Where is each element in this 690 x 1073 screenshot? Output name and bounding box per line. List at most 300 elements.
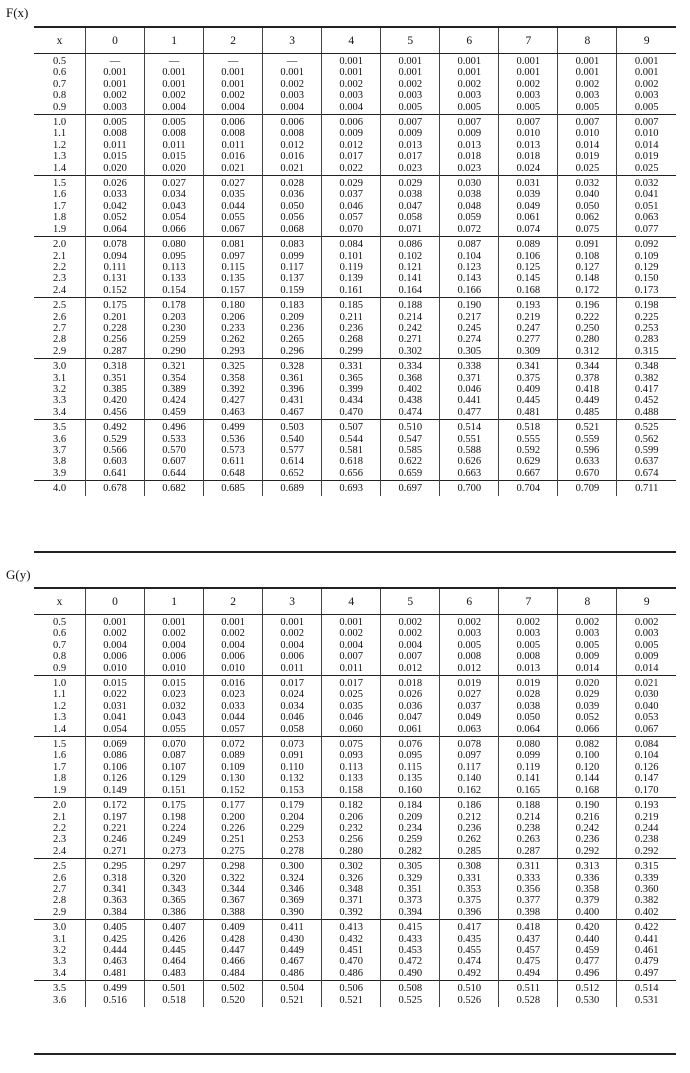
x-value: 2.1: [52, 811, 67, 823]
table-value: 0.292: [575, 845, 600, 857]
table-value: 0.019: [634, 151, 659, 163]
table-value: 0.226: [221, 822, 245, 834]
x-value: 0.9: [52, 662, 67, 674]
table-value: 0.047: [398, 200, 423, 212]
values-cell: [440, 737, 499, 798]
table-value: 0.053: [634, 712, 659, 724]
table-value: 0.025: [575, 162, 600, 174]
table-value: 0.039: [516, 189, 541, 201]
table-value: 0.005: [103, 117, 127, 129]
table-value: 0.425: [103, 933, 127, 945]
values-cell: [204, 981, 263, 1007]
table-value: 0.520: [221, 994, 245, 1006]
values-cell: [204, 237, 263, 298]
table-value: 0.445: [162, 944, 186, 956]
table-value: 0.131: [103, 273, 127, 285]
values-cell: [322, 676, 381, 737]
table-value: 0.061: [398, 723, 423, 735]
table-value: 0.268: [339, 334, 364, 346]
values-cell: [86, 481, 145, 496]
table-value: 0.040: [634, 700, 659, 712]
table-value: 0.256: [103, 334, 127, 346]
table-value: 0.165: [516, 784, 541, 796]
values-cell: [86, 176, 145, 237]
table-value: 0.023: [221, 689, 245, 701]
table-value: 0.566: [103, 445, 127, 456]
table-value: 0.611: [221, 456, 245, 468]
table-value: 0.402: [634, 906, 659, 918]
table-value: 0.236: [457, 822, 482, 834]
table-value: 0.113: [339, 761, 363, 773]
table-value: 0.001: [221, 617, 245, 628]
table-value: 0.190: [457, 300, 482, 312]
table-value: 0.399: [339, 383, 364, 395]
table-value: 0.006: [221, 651, 245, 663]
values-cell: [322, 737, 381, 798]
table-value: 0.068: [280, 223, 304, 235]
values-cell: [204, 359, 263, 420]
table-value: 0.185: [339, 300, 364, 312]
table-value: 0.002: [221, 90, 245, 102]
table-value: 0.089: [516, 239, 541, 251]
table-value: 0.320: [162, 872, 186, 884]
x-value: 2.5: [52, 300, 67, 312]
table-value: 0.197: [103, 811, 127, 823]
values-cell: [440, 859, 499, 920]
header-digit-7: 7: [499, 589, 558, 615]
table-value: 0.674: [634, 467, 659, 479]
table-value: 0.019: [457, 678, 482, 690]
x-value: 1.5: [52, 178, 67, 190]
table-value: 0.290: [162, 345, 186, 357]
values-cell: [381, 237, 440, 298]
table-value: 0.008: [516, 651, 541, 663]
table-value: 0.005: [162, 117, 186, 129]
values-cell: [440, 981, 499, 1007]
table-value: 0.012: [398, 662, 423, 674]
table-value: 0.135: [221, 273, 245, 285]
table-value: 0.133: [339, 773, 364, 785]
table-value: 0.081: [221, 239, 245, 251]
row-group: [34, 359, 676, 420]
values-cell: [145, 981, 204, 1007]
values-cell: [617, 676, 676, 737]
x-value: 2.0: [52, 800, 67, 812]
table-value: 0.494: [516, 967, 541, 979]
x-value: 0.7: [52, 78, 67, 90]
table-value: 0.018: [457, 151, 482, 163]
values-cell: [499, 176, 558, 237]
table-value: 0.005: [575, 639, 600, 651]
table-value: 0.003: [634, 628, 659, 640]
table-value: 0.360: [634, 883, 659, 895]
values-cell: [322, 615, 381, 676]
table-value: 0.017: [280, 678, 304, 690]
table-value: 0.472: [398, 956, 423, 968]
table-value: 0.054: [103, 723, 127, 735]
x-value: 0.9: [52, 101, 67, 113]
table-value: 0.104: [634, 750, 659, 762]
x-values-cell: [34, 359, 86, 420]
table-value: 0.253: [280, 834, 304, 846]
table-value: 0.525: [398, 994, 423, 1006]
values-cell: [322, 920, 381, 981]
table-value: 0.652: [280, 467, 304, 479]
table-value: 0.001: [634, 67, 659, 79]
table-value: 0.008: [221, 128, 245, 140]
table-value: 0.599: [634, 445, 659, 456]
table-value: 0.006: [280, 651, 304, 663]
row-group: [34, 298, 676, 359]
x-values-cell: [34, 176, 86, 237]
table-value: 0.234: [398, 822, 423, 834]
table-value: 0.172: [103, 800, 127, 812]
x-value: 3.4: [52, 967, 67, 979]
table-value: 0.001: [457, 56, 482, 67]
table-value: 0.014: [575, 139, 600, 151]
values-cell: [322, 298, 381, 359]
x-value: 1.0: [52, 678, 67, 690]
table-value: 0.008: [103, 128, 127, 140]
table-value: 0.001: [221, 67, 245, 79]
table-value: 0.511: [516, 983, 540, 995]
table-value: 0.449: [575, 395, 600, 407]
values-cell: [381, 981, 440, 1007]
table-value: 0.483: [162, 967, 186, 979]
table-value: 0.216: [575, 811, 600, 823]
table-value: 0.135: [398, 773, 423, 785]
values-cell: [499, 859, 558, 920]
table-value: 0.170: [634, 784, 659, 796]
values-cell: [204, 481, 263, 496]
table-value: 0.629: [516, 456, 541, 468]
table-value: 0.659: [398, 467, 423, 479]
table-value: 0.002: [280, 628, 304, 640]
table-value: 0.144: [575, 773, 600, 785]
table-value: 0.183: [280, 300, 304, 312]
x-value: 3.2: [52, 944, 67, 956]
table-value: 0.049: [457, 712, 482, 724]
values-cell: [499, 676, 558, 737]
table-value: 0.168: [516, 284, 541, 296]
table-value: 0.016: [221, 151, 245, 163]
table-value: 0.198: [634, 300, 659, 312]
table-value: 0.201: [103, 311, 127, 323]
table-value: 0.499: [103, 983, 127, 995]
table-value: 0.006: [280, 117, 304, 129]
table-value: 0.521: [280, 994, 304, 1006]
values-cell: [381, 481, 440, 496]
x-value: 2.4: [52, 284, 67, 296]
table-value: 0.043: [162, 200, 186, 212]
x-value: 0.5: [52, 617, 67, 628]
table-value: 0.341: [103, 883, 127, 895]
table-value: 0.484: [221, 967, 245, 979]
table-value: 0.315: [634, 345, 659, 357]
table-value: 0.077: [634, 223, 659, 235]
values-cell: [263, 359, 322, 420]
table-value: 0.256: [339, 834, 364, 846]
table-value: 0.452: [634, 395, 659, 407]
table-bottom-rule: [34, 551, 676, 553]
table-value: 0.186: [457, 800, 482, 812]
table-value: 0.117: [457, 761, 481, 773]
table-value: 0.001: [339, 67, 364, 79]
x-value: 2.6: [52, 872, 67, 884]
table-value: 0.336: [575, 872, 600, 884]
table-value: 0.091: [575, 239, 600, 251]
table-value: 0.115: [398, 761, 422, 773]
table-body: [34, 615, 676, 1008]
table-value: 0.329: [398, 872, 423, 884]
values-cell: [263, 298, 322, 359]
table-value: 0.148: [575, 273, 600, 285]
x-value: 2.2: [52, 822, 67, 834]
x-values-cell: [34, 676, 86, 737]
table-value: 0.055: [221, 212, 245, 224]
table-value: 0.361: [280, 372, 304, 384]
values-cell: [145, 359, 204, 420]
table-value: 0.004: [221, 639, 245, 651]
header-digit-1: 1: [145, 28, 204, 54]
table-value: 0.001: [280, 617, 304, 628]
table-value: 0.003: [103, 101, 127, 113]
values-cell: [204, 615, 263, 676]
values-cell: [440, 420, 499, 481]
table-value: 0.019: [575, 151, 600, 163]
table-value: 0.338: [457, 361, 482, 373]
table-value: 0.002: [398, 617, 423, 628]
values-cell: [440, 298, 499, 359]
values-cell: [145, 237, 204, 298]
table-value: 0.005: [575, 101, 600, 113]
x-value: 1.4: [52, 723, 67, 735]
table-value: 0.292: [634, 845, 659, 857]
table-value: 0.420: [103, 395, 127, 407]
table-value: 0.626: [457, 456, 482, 468]
table-value: 0.344: [575, 361, 600, 373]
table-value: 0.313: [575, 861, 600, 873]
table-value: 0.023: [162, 689, 186, 701]
values-cell: [263, 481, 322, 496]
header-digit-9: 9: [617, 28, 676, 54]
values-cell: [86, 676, 145, 737]
table-value: 0.287: [103, 345, 127, 357]
row-group: [34, 920, 676, 981]
values-cell: [558, 859, 617, 920]
table-value: 0.001: [575, 56, 600, 67]
table-value: 0.238: [516, 822, 541, 834]
table-value: 0.459: [575, 944, 600, 956]
table-value: 0.193: [634, 800, 659, 812]
x-value: 1.8: [52, 773, 67, 785]
table-value: 0.041: [634, 189, 659, 201]
table-value: 0.506: [339, 983, 364, 995]
table-value: 0.097: [221, 250, 245, 262]
x-value: 3.6: [52, 433, 67, 445]
table-value: 0.377: [516, 895, 541, 907]
table-value: 0.709: [575, 483, 600, 495]
table-value: 0.206: [339, 811, 364, 823]
table-value: 0.378: [575, 372, 600, 384]
table-value: 0.044: [221, 712, 245, 724]
table-value: 0.656: [339, 467, 364, 479]
header-digit-6: 6: [440, 589, 499, 615]
table-value: 0.351: [398, 883, 423, 895]
table-value: 0.232: [339, 822, 364, 834]
values-cell: [558, 420, 617, 481]
values-cell: [617, 859, 676, 920]
table-value: 0.015: [162, 151, 186, 163]
table-value: 0.072: [221, 739, 245, 751]
values-cell: [440, 176, 499, 237]
values-cell: [86, 359, 145, 420]
table-value: 0.030: [634, 689, 659, 701]
table-value: —: [168, 56, 180, 67]
row-group: [34, 237, 676, 298]
table-value: 0.001: [103, 617, 127, 628]
row-group: [34, 615, 676, 676]
values-cell: [204, 176, 263, 237]
values-cell: [617, 481, 676, 496]
table-value: 0.001: [103, 78, 127, 90]
table-value: 0.061: [516, 212, 541, 224]
table-value: 0.492: [457, 967, 482, 979]
table-value: 0.032: [162, 700, 186, 712]
table-value: 0.343: [162, 883, 186, 895]
table-value: 0.013: [398, 139, 423, 151]
table-value: 0.109: [634, 250, 659, 262]
table-value: 0.002: [634, 78, 659, 90]
table-value: 0.002: [339, 78, 364, 90]
table-value: 0.029: [398, 178, 423, 190]
table-value: 0.467: [280, 406, 304, 418]
table-value: 0.132: [280, 773, 304, 785]
table-value: 0.100: [575, 750, 600, 762]
row-group: [34, 176, 676, 237]
table-value: 0.570: [162, 445, 186, 456]
x-value: 1.7: [52, 200, 67, 212]
table-value: 0.002: [103, 90, 127, 102]
table-value: 0.663: [457, 467, 482, 479]
table-value: 0.005: [457, 101, 482, 113]
table-value: 0.027: [457, 689, 482, 701]
values-cell: [558, 176, 617, 237]
table-value: 0.002: [103, 628, 127, 640]
table-section-f: [34, 26, 676, 496]
table-value: 0.463: [103, 956, 127, 968]
x-value: 1.4: [52, 162, 67, 174]
table-value: 0.030: [457, 178, 482, 190]
values-cell: [145, 615, 204, 676]
table-value: 0.010: [634, 128, 659, 140]
values-cell: [86, 615, 145, 676]
table-value: —: [227, 56, 239, 67]
row-group: [34, 737, 676, 798]
values-cell: [558, 237, 617, 298]
table-value: 0.008: [162, 128, 186, 140]
table-value: 0.002: [575, 78, 600, 90]
table-value: 0.002: [516, 617, 541, 628]
table-value: 0.354: [162, 372, 186, 384]
table-value: 0.001: [634, 56, 659, 67]
table-value: 0.271: [398, 334, 423, 346]
values-cell: [381, 420, 440, 481]
table-value: 0.035: [221, 189, 245, 201]
table-value: 0.596: [575, 445, 600, 456]
x-values-cell: [34, 920, 86, 981]
table-value: 0.641: [103, 467, 127, 479]
table-value: 0.434: [339, 395, 364, 407]
table-value: 0.531: [634, 994, 659, 1006]
values-cell: [617, 359, 676, 420]
header-x: x: [34, 589, 86, 615]
table-value: 0.346: [280, 883, 304, 895]
x-value: 1.5: [52, 739, 67, 751]
table-value: 0.228: [103, 322, 127, 334]
values-cell: [617, 176, 676, 237]
table-value: 0.455: [457, 944, 482, 956]
table-value: 0.086: [398, 239, 423, 251]
table-value: 0.512: [575, 983, 600, 995]
table-value: 0.022: [339, 162, 364, 174]
table-value: 0.420: [575, 922, 600, 934]
table-value: 0.035: [339, 700, 364, 712]
table-value: 0.318: [103, 872, 127, 884]
table-value: 0.005: [457, 639, 482, 651]
table-value: 0.086: [103, 750, 127, 762]
x-value: 4.0: [52, 483, 67, 495]
table-value: 0.052: [103, 212, 127, 224]
x-value: 2.5: [52, 861, 67, 873]
header-digit-4: 4: [322, 28, 381, 54]
x-values-cell: [34, 737, 86, 798]
table-value: 0.373: [398, 895, 423, 907]
x-value: 2.4: [52, 845, 67, 857]
table-value: 0.277: [516, 334, 541, 346]
table-value: 0.198: [162, 811, 186, 823]
table-value: 0.029: [339, 178, 364, 190]
table-value: 0.581: [339, 445, 364, 456]
table-value: 0.010: [221, 662, 245, 674]
table-value: 0.017: [339, 678, 364, 690]
table-value: 0.200: [221, 811, 245, 823]
table-value: 0.577: [280, 445, 304, 456]
x-value: 2.9: [52, 345, 67, 357]
table-value: 0.219: [634, 811, 659, 823]
table-value: 0.002: [398, 78, 423, 90]
table-value: 0.011: [162, 139, 186, 151]
table-value: 0.078: [457, 739, 482, 751]
table-value: 0.050: [575, 200, 600, 212]
values-cell: [558, 298, 617, 359]
table-value: 0.008: [280, 128, 304, 140]
table-value: 0.099: [280, 250, 304, 262]
table-value: 0.011: [103, 139, 127, 151]
values-cell: [263, 859, 322, 920]
values-cell: [263, 237, 322, 298]
table-value: 0.040: [575, 189, 600, 201]
values-cell: [322, 237, 381, 298]
table-value: 0.003: [516, 628, 541, 640]
table-value: 0.356: [516, 883, 541, 895]
table-value: 0.348: [339, 883, 364, 895]
table-value: 0.457: [516, 944, 541, 956]
table-value: 0.029: [575, 689, 600, 701]
table-value: 0.052: [575, 712, 600, 724]
x-value: 3.0: [52, 361, 67, 373]
table-value: 0.046: [339, 200, 364, 212]
